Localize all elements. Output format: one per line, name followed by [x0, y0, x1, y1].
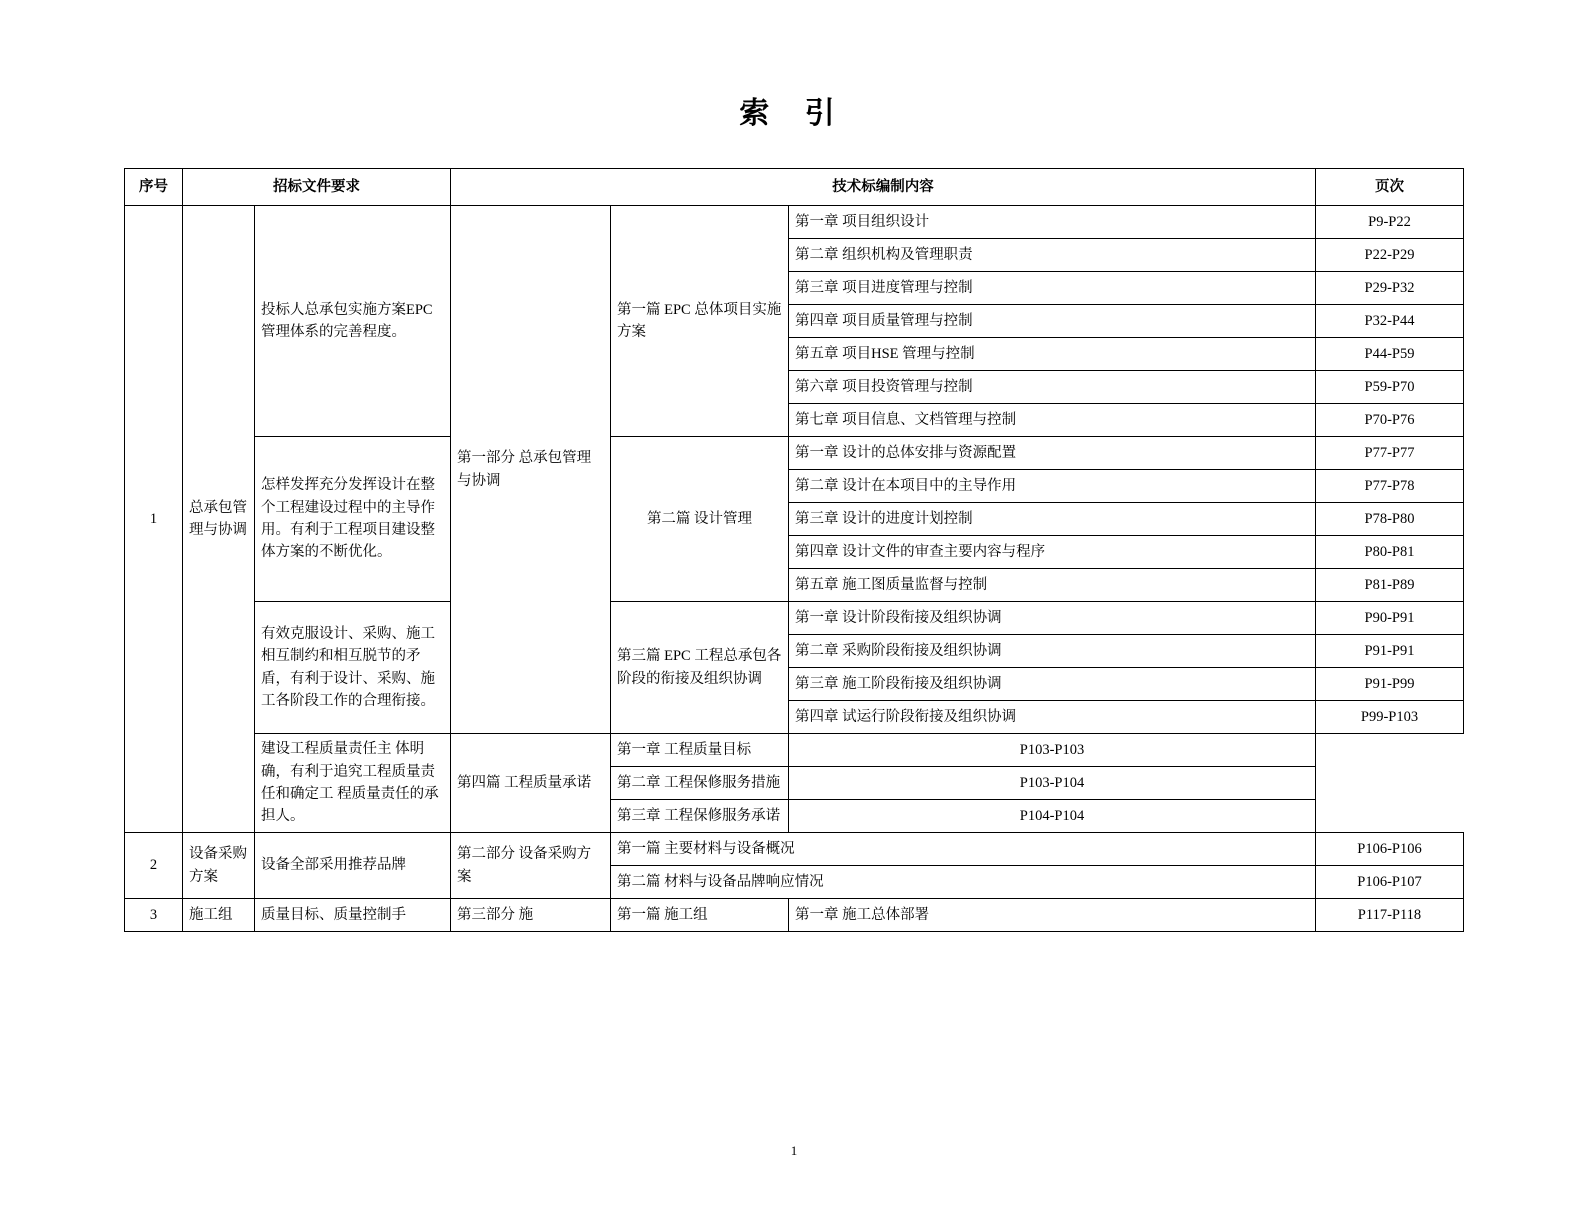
row-requirement: 投标人总承包实施方案EPC管理体系的完善程度。	[255, 206, 451, 437]
page-footer-number: 1	[790, 1143, 798, 1158]
index-table	[124, 168, 1464, 932]
row-requirement: 质量目标、质量控制手	[255, 899, 451, 932]
row-chapter: 第五章 施工图质量监督与控制	[789, 569, 1316, 602]
row-volume: 第一篇 施工组	[611, 899, 789, 932]
row-chapter: 第二篇 材料与设备品牌响应情况	[611, 866, 1316, 899]
row-volume: 第四篇 工程质量承诺	[451, 734, 611, 833]
row-chapter: 第三章 施工阶段衔接及组织协调	[789, 668, 1316, 701]
row-chapter: 第一章 设计阶段衔接及组织协调	[789, 602, 1316, 635]
row-part: 第一部分 总承包管理与协调	[451, 206, 611, 734]
row-chapter: 第二章 设计在本项目中的主导作用	[789, 470, 1316, 503]
row-chapter: 第一章 项目组织设计	[789, 206, 1316, 239]
row-requirement: 建设工程质量责任主 体明确，有利于追究工程质量责任和确定工 程质量责任的承担人。	[255, 734, 451, 833]
row-page: P81-P89	[1316, 569, 1464, 602]
row-page: P44-P59	[1316, 338, 1464, 371]
header-content: 技术标编制内容	[451, 169, 1316, 206]
row-chapter: 第三章 设计的进度计划控制	[789, 503, 1316, 536]
table-row	[125, 602, 1464, 635]
row-requirement: 有效克服设计、采购、施工相互制约和相互脱节的矛盾，有利于设计、采购、施工各阶段工作的合理衔接。	[255, 602, 451, 734]
row-chapter: 第四章 设计文件的审查主要内容与程序	[789, 536, 1316, 569]
row-page: P59-P70	[1316, 371, 1464, 404]
row-volume: 第三篇 EPC 工程总承包各阶段的衔接及组织协调	[611, 602, 789, 734]
row-page: P103-P104	[789, 767, 1316, 800]
row-seq: 1	[125, 206, 183, 833]
page-title: 索 引	[739, 97, 849, 130]
table-row	[125, 437, 1464, 470]
row-chapter: 第一篇 主要材料与设备概况	[611, 833, 1316, 866]
row-seq: 3	[125, 899, 183, 932]
row-page: P103-P103	[789, 734, 1316, 767]
header-seq: 序号	[125, 169, 183, 206]
row-page: P22-P29	[1316, 239, 1464, 272]
header-page: 页次	[1316, 169, 1464, 206]
row-part: 第三部分 施	[451, 899, 611, 932]
row-page: P99-P103	[1316, 701, 1464, 734]
table-row	[125, 206, 1464, 239]
row-page: P90-P91	[1316, 602, 1464, 635]
table-body	[125, 206, 1464, 932]
row-page: P77-P77	[1316, 437, 1464, 470]
table-row	[125, 734, 1464, 767]
row-chapter: 第一章 施工总体部署	[789, 899, 1316, 932]
row-page: P78-P80	[1316, 503, 1464, 536]
row-volume: 第二篇 设计管理	[611, 437, 789, 602]
row-page: P9-P22	[1316, 206, 1464, 239]
row-page: P80-P81	[1316, 536, 1464, 569]
row-page: P29-P32	[1316, 272, 1464, 305]
row-chapter: 第七章 项目信息、文档管理与控制	[789, 404, 1316, 437]
table-header	[125, 169, 1464, 206]
row-requirement: 怎样发挥充分发挥设计在整个工程建设过程中的主导作用。有利于工程项目建设整体方案的不断优化。	[255, 437, 451, 602]
row-chapter: 第二章 采购阶段衔接及组织协调	[789, 635, 1316, 668]
document-page	[0, 88, 1588, 1211]
row-requirement: 设备全部采用推荐品牌	[255, 833, 451, 899]
row-volume: 第一篇 EPC 总体项目实施方案	[611, 206, 789, 437]
row-part: 第二部分 设备采购方案	[451, 833, 611, 899]
row-page: P117-P118	[1316, 899, 1464, 932]
table-row	[125, 899, 1464, 932]
table-header-row	[125, 169, 1464, 206]
table-row	[125, 833, 1464, 866]
row-page: P91-P99	[1316, 668, 1464, 701]
row-seq: 2	[125, 833, 183, 899]
row-chapter: 第一章 设计的总体安排与资源配置	[789, 437, 1316, 470]
row-page: P106-P106	[1316, 833, 1464, 866]
row-chapter: 第三章 项目进度管理与控制	[789, 272, 1316, 305]
row-chapter: 第一章 工程质量目标	[611, 734, 789, 767]
row-page: P91-P91	[1316, 635, 1464, 668]
row-chapter: 第二章 组织机构及管理职责	[789, 239, 1316, 272]
row-chapter: 第六章 项目投资管理与控制	[789, 371, 1316, 404]
header-requirement: 招标文件要求	[183, 169, 451, 206]
row-chapter: 第四章 试运行阶段衔接及组织协调	[789, 701, 1316, 734]
row-page: P106-P107	[1316, 866, 1464, 899]
row-chapter: 第二章 工程保修服务措施	[611, 767, 789, 800]
row-category: 总承包管理与协调	[183, 206, 255, 833]
row-chapter: 第四章 项目质量管理与控制	[789, 305, 1316, 338]
row-chapter: 第五章 项目HSE 管理与控制	[789, 338, 1316, 371]
row-page: P104-P104	[789, 800, 1316, 833]
row-page: P70-P76	[1316, 404, 1464, 437]
row-category: 施工组	[183, 899, 255, 932]
row-page: P77-P78	[1316, 470, 1464, 503]
row-page: P32-P44	[1316, 305, 1464, 338]
row-chapter: 第三章 工程保修服务承诺	[611, 800, 789, 833]
row-category: 设备采购方案	[183, 833, 255, 899]
